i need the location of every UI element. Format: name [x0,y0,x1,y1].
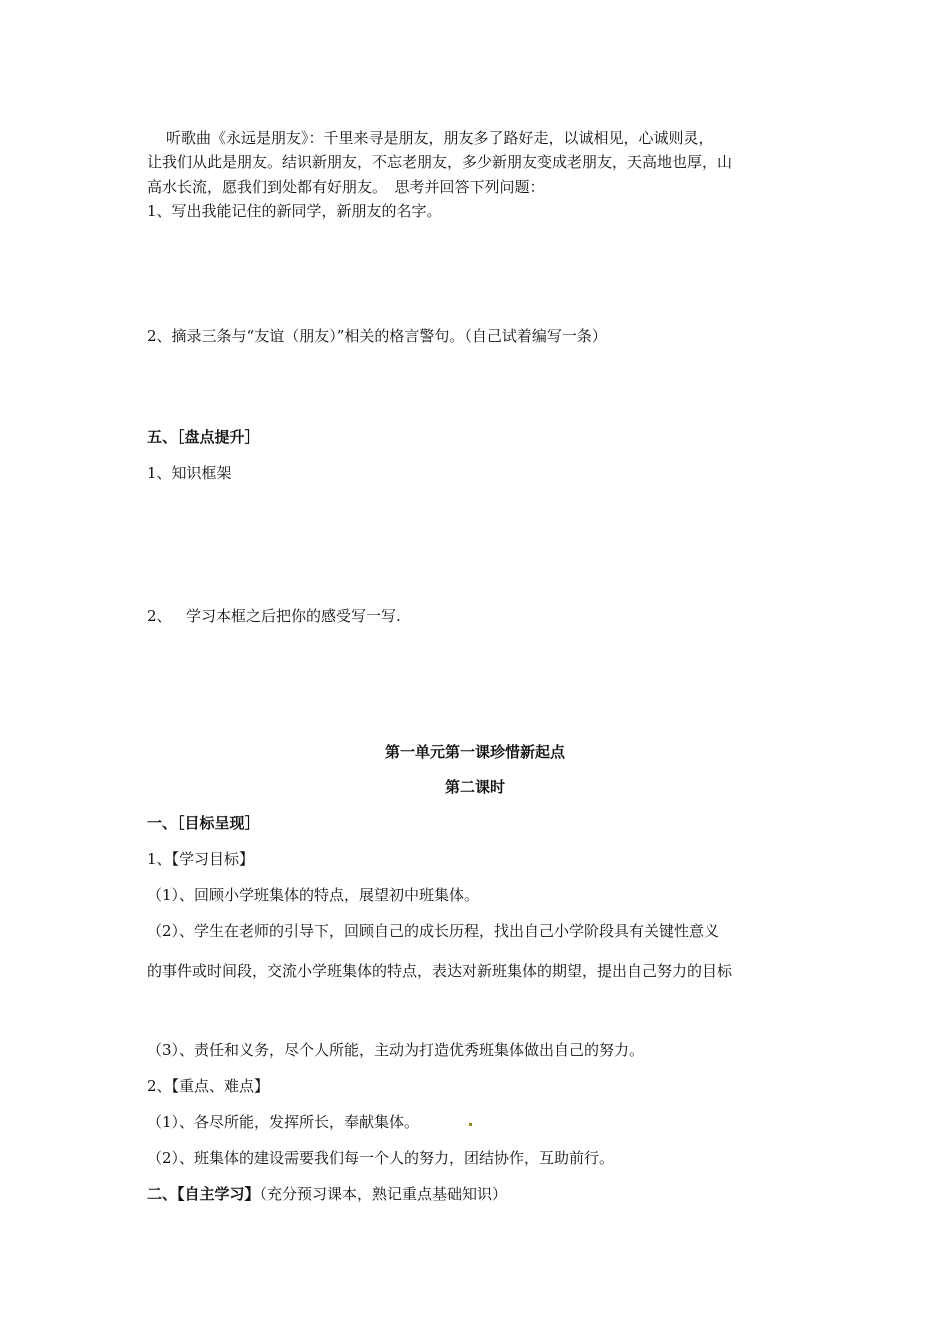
section-1-heading: 一、［目标呈现］ [147,814,260,832]
stray-dot-mark [469,1123,472,1126]
key-points-heading: 2、【重点、难点】 [147,1077,270,1095]
goal-2-line-2: 的事件或时间段，交流小学班集体的特点，表达对新班集体的期望，提出自己努力的目标 [147,962,733,980]
lesson-title: 第一单元第一课珍惜新起点 [384,743,565,761]
key-point-1: （1）、各尽所能，发挥所长，奉献集体。 [147,1113,420,1131]
section-2-heading-title: 二、【自主学习】 [147,1185,260,1203]
song-paragraph-line-2: 让我们从此是朋友。结识新朋友，不忘老朋友，多少新朋友变成老朋友，天高地也厚，山 [147,153,733,171]
section-2-heading-note: （充分预习课本，熟记重点基础知识） [259,1185,508,1203]
key-point-2: （2）、班集体的建设需要我们每一个人的努力，团结协作，互助前行。 [147,1149,615,1167]
song-paragraph-line-1: 听歌曲《永远是朋友》：千里来寻是朋友，朋友多了路好走，以诚相见，心诚则灵， [166,129,714,147]
section-5-heading: 五、［盘点提升］ [147,428,260,446]
section-5-item-1: 1、知识框架 [147,464,232,482]
lesson-subtitle: 第二课时 [444,778,505,796]
section-5-item-2-number: 2、 [147,607,172,625]
goal-1: （1）、回顾小学班集体的特点，展望初中班集体。 [147,886,480,904]
question-2: 2、摘录三条与“友谊（朋友）”相关的格言警句。（自己试着编写一条） [147,327,607,345]
question-1: 1、写出我能记住的新同学，新朋友的名字。 [147,202,442,220]
learning-goals-heading: 1、【学习目标】 [147,850,255,868]
goal-3: （3）、责任和义务，尽个人所能，主动为打造优秀班集体做出自己的努力。 [147,1041,645,1059]
section-2-heading [147,1184,507,1204]
section-5-item-2-text: 学习本框之后把你的感受写一写. [186,607,401,625]
song-paragraph-line-3: 高水长流，愿我们到处都有好朋友。 思考并回答下列问题： [147,178,545,196]
goal-2-line-1: （2）、学生在老师的引导下，回顾自己的成长历程，找出自己小学阶段具有关键性意义 [147,922,720,940]
